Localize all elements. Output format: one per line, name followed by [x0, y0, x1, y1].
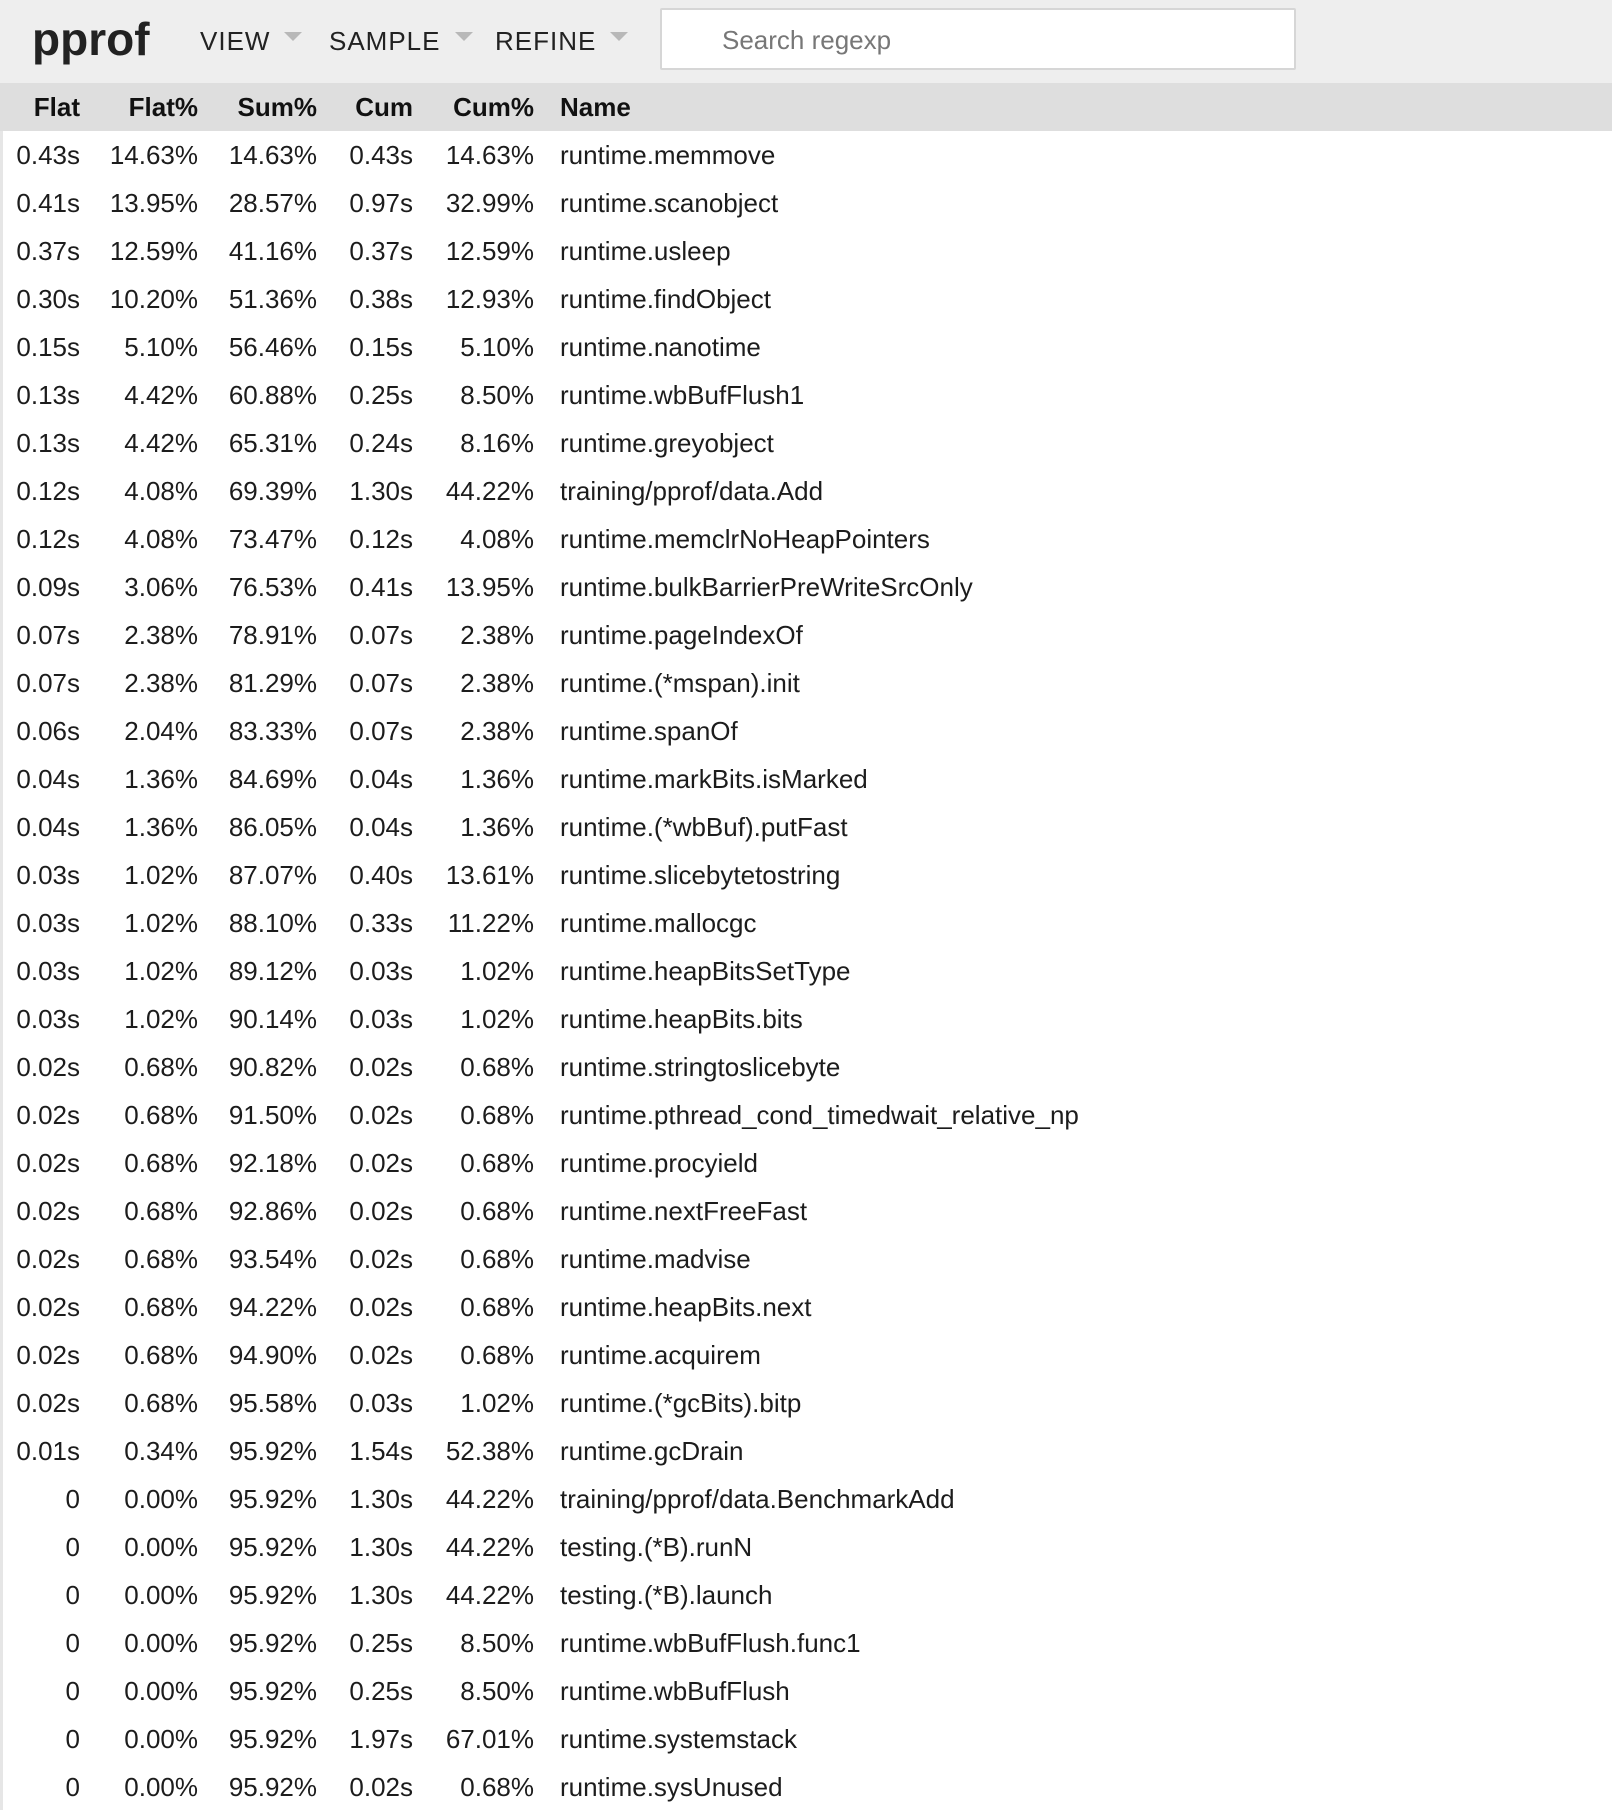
cell-name: runtime.heapBits.next	[560, 1291, 812, 1322]
cell-cum: 0.12s	[349, 523, 413, 554]
cell-cum: 1.54s	[349, 1435, 413, 1466]
cell-flat-percent: 0.00%	[124, 1771, 198, 1802]
cell-flat-percent: 0.00%	[124, 1483, 198, 1514]
cell-cum: 0.40s	[349, 859, 413, 890]
cell-flat: 0.13s	[16, 379, 80, 410]
cell-cum-percent: 4.08%	[460, 523, 534, 554]
cell-sum-percent: 94.22%	[228, 1291, 317, 1322]
cell-sum-percent: 78.91%	[228, 619, 317, 650]
cell-flat-percent: 3.06%	[124, 571, 198, 602]
table-row[interactable]	[0, 995, 1612, 1043]
cell-cum-percent: 0.68%	[460, 1291, 534, 1322]
cell-cum-percent: 12.93%	[445, 283, 534, 314]
cell-cum: 0.03s	[349, 1003, 413, 1034]
cell-flat: 0.02s	[16, 1195, 80, 1226]
cell-flat: 0	[65, 1627, 80, 1658]
cell-flat: 0.30s	[16, 283, 80, 314]
cell-sum-percent: 87.07%	[228, 859, 317, 890]
cell-sum-percent: 86.05%	[228, 811, 317, 842]
cell-flat-percent: 4.42%	[124, 427, 198, 458]
cell-name: runtime.acquirem	[560, 1339, 761, 1370]
cell-flat-percent: 2.38%	[124, 667, 198, 698]
cell-cum: 0.41s	[349, 571, 413, 602]
cell-flat-percent: 10.20%	[109, 283, 198, 314]
cell-flat: 0.13s	[16, 427, 80, 458]
cell-name: testing.(*B).runN	[560, 1531, 753, 1562]
cell-cum-percent: 0.68%	[460, 1771, 534, 1802]
table-row[interactable]	[0, 323, 1612, 371]
cell-sum-percent: 76.53%	[228, 571, 317, 602]
cell-flat-percent: 13.95%	[109, 187, 198, 218]
app-title: pprof	[32, 13, 150, 65]
cell-cum: 0.02s	[349, 1099, 413, 1130]
cell-name: runtime.stringtoslicebyte	[560, 1051, 841, 1082]
cell-flat-percent: 0.68%	[124, 1291, 198, 1322]
cell-flat: 0	[65, 1531, 80, 1562]
table-row[interactable]	[0, 515, 1612, 563]
cell-flat: 0.04s	[16, 811, 80, 842]
cell-cum: 0.03s	[349, 955, 413, 986]
cell-cum-percent: 8.50%	[460, 1627, 534, 1658]
cell-cum-percent: 11.22%	[447, 907, 534, 938]
table-row[interactable]	[0, 227, 1612, 275]
table-row[interactable]	[0, 1331, 1612, 1379]
table-row[interactable]	[0, 467, 1612, 515]
cell-cum: 1.30s	[349, 475, 413, 506]
cell-cum-percent: 14.63%	[445, 139, 534, 170]
cell-flat-percent: 1.02%	[124, 907, 198, 938]
cell-flat: 0	[65, 1771, 80, 1802]
cell-flat: 0.37s	[16, 235, 80, 266]
cell-cum: 0.43s	[349, 139, 413, 170]
cell-flat: 0.09s	[16, 571, 80, 602]
cell-name: runtime.greyobject	[560, 427, 774, 458]
cell-name: runtime.slicebytetostring	[560, 859, 841, 890]
table-row[interactable]	[0, 1763, 1612, 1810]
cell-sum-percent: 84.69%	[228, 763, 317, 794]
table-row[interactable]	[0, 1379, 1612, 1427]
cell-cum: 0.25s	[349, 1675, 413, 1706]
cell-flat: 0.07s	[16, 619, 80, 650]
cell-cum-percent: 0.68%	[460, 1099, 534, 1130]
cell-cum-percent: 0.68%	[460, 1339, 534, 1370]
top-bar	[0, 0, 1612, 83]
cell-flat-percent: 0.68%	[124, 1243, 198, 1274]
cell-flat: 0	[65, 1675, 80, 1706]
cell-cum: 0.15s	[349, 331, 413, 362]
cell-flat-percent: 0.00%	[124, 1579, 198, 1610]
cell-cum: 1.30s	[349, 1531, 413, 1562]
cell-sum-percent: 28.57%	[228, 187, 317, 218]
cell-cum-percent: 0.68%	[460, 1147, 534, 1178]
column-header-sum-percent[interactable]: Sum%	[237, 91, 317, 122]
table-row[interactable]	[0, 851, 1612, 899]
table-row[interactable]	[0, 419, 1612, 467]
cell-flat-percent: 0.00%	[124, 1675, 198, 1706]
cell-name: runtime.wbBufFlush.func1	[560, 1627, 861, 1658]
table-row[interactable]	[0, 131, 1612, 179]
cell-cum: 0.04s	[349, 763, 413, 794]
table-row[interactable]	[0, 803, 1612, 851]
cell-cum: 0.07s	[349, 667, 413, 698]
table-row[interactable]	[0, 371, 1612, 419]
cell-sum-percent: 14.63%	[228, 139, 317, 170]
table-row[interactable]	[0, 275, 1612, 323]
cell-name: training/pprof/data.BenchmarkAdd	[560, 1483, 955, 1514]
cell-flat: 0	[65, 1723, 80, 1754]
cell-flat-percent: 1.02%	[124, 859, 198, 890]
cell-cum-percent: 44.22%	[445, 1531, 534, 1562]
cell-name: runtime.gcDrain	[560, 1435, 744, 1466]
cell-flat: 0.02s	[16, 1291, 80, 1322]
cell-flat-percent: 1.02%	[124, 955, 198, 986]
cell-flat-percent: 1.36%	[124, 811, 198, 842]
cell-cum: 0.02s	[349, 1291, 413, 1322]
cell-cum: 0.02s	[349, 1243, 413, 1274]
cell-cum-percent: 32.99%	[445, 187, 534, 218]
cell-flat: 0.03s	[16, 1003, 80, 1034]
table-row[interactable]	[0, 1571, 1612, 1619]
cell-cum: 0.33s	[349, 907, 413, 938]
cell-cum: 0.02s	[349, 1147, 413, 1178]
cell-cum-percent: 2.38%	[460, 619, 534, 650]
table-row[interactable]	[0, 1667, 1612, 1715]
cell-flat: 0.02s	[16, 1147, 80, 1178]
cell-cum: 1.30s	[349, 1579, 413, 1610]
cell-cum: 0.02s	[349, 1339, 413, 1370]
cell-sum-percent: 95.58%	[228, 1387, 317, 1418]
cell-name: runtime.usleep	[560, 235, 731, 266]
table-body	[0, 131, 1612, 1810]
cell-cum: 0.07s	[349, 715, 413, 746]
cell-flat-percent: 0.68%	[124, 1195, 198, 1226]
cell-flat: 0.15s	[16, 331, 80, 362]
cell-cum: 0.02s	[349, 1771, 413, 1802]
cell-name: runtime.madvise	[560, 1243, 751, 1274]
cell-cum-percent: 1.02%	[460, 1003, 534, 1034]
cell-name: runtime.(*wbBuf).putFast	[560, 811, 848, 842]
cell-cum-percent: 1.02%	[460, 1387, 534, 1418]
table-row[interactable]	[0, 1283, 1612, 1331]
cell-flat-percent: 0.68%	[124, 1339, 198, 1370]
cell-sum-percent: 83.33%	[228, 715, 317, 746]
cell-name: runtime.mallocgc	[560, 907, 757, 938]
cell-flat-percent: 4.42%	[124, 379, 198, 410]
cell-cum-percent: 67.01%	[445, 1723, 534, 1754]
cell-name: runtime.wbBufFlush	[560, 1675, 790, 1706]
cell-name: runtime.(*gcBits).bitp	[560, 1387, 802, 1418]
cell-flat-percent: 1.02%	[124, 1003, 198, 1034]
table-row[interactable]	[0, 1619, 1612, 1667]
cell-sum-percent: 95.92%	[228, 1483, 317, 1514]
table-row[interactable]	[0, 563, 1612, 611]
cell-cum: 0.03s	[349, 1387, 413, 1418]
table-row[interactable]	[0, 1715, 1612, 1763]
cell-flat-percent: 0.34%	[124, 1435, 198, 1466]
column-header-cum-percent[interactable]: Cum%	[453, 91, 534, 122]
cell-flat-percent: 0.68%	[124, 1051, 198, 1082]
cell-sum-percent: 92.86%	[228, 1195, 317, 1226]
cell-flat: 0.02s	[16, 1339, 80, 1370]
cell-flat: 0.03s	[16, 907, 80, 938]
table-row[interactable]	[0, 707, 1612, 755]
cell-cum-percent: 8.50%	[460, 379, 534, 410]
cell-flat: 0	[65, 1483, 80, 1514]
cell-cum-percent: 2.38%	[460, 715, 534, 746]
search-box	[660, 8, 1296, 70]
cell-cum: 0.25s	[349, 379, 413, 410]
cell-name: runtime.pageIndexOf	[560, 619, 803, 650]
cell-sum-percent: 95.92%	[228, 1531, 317, 1562]
cell-name: runtime.(*mspan).init	[560, 667, 800, 698]
cell-cum-percent: 13.95%	[445, 571, 534, 602]
sample-menu-label: SAMPLE	[329, 25, 441, 56]
cell-flat: 0.02s	[16, 1099, 80, 1130]
top-table	[0, 83, 1612, 1810]
table-row[interactable]	[0, 659, 1612, 707]
cell-flat: 0.02s	[16, 1051, 80, 1082]
cell-name: runtime.wbBufFlush1	[560, 379, 805, 410]
sample-menu[interactable]	[329, 24, 473, 58]
cell-flat-percent: 0.00%	[124, 1723, 198, 1754]
cell-name: runtime.memmove	[560, 139, 776, 170]
cell-cum-percent: 52.38%	[445, 1435, 534, 1466]
cell-sum-percent: 81.29%	[228, 667, 317, 698]
cell-name: runtime.systemstack	[560, 1723, 797, 1754]
cell-flat-percent: 5.10%	[124, 331, 198, 362]
caret-down-icon	[284, 32, 302, 41]
cell-flat-percent: 2.04%	[124, 715, 198, 746]
table-row[interactable]	[0, 179, 1612, 227]
cell-flat-percent: 0.68%	[124, 1387, 198, 1418]
cell-flat: 0.41s	[16, 187, 80, 218]
cell-flat: 0.07s	[16, 667, 80, 698]
cell-sum-percent: 41.16%	[228, 235, 317, 266]
table-row[interactable]	[0, 899, 1612, 947]
cell-flat: 0.01s	[16, 1435, 80, 1466]
cell-sum-percent: 95.92%	[228, 1771, 317, 1802]
cell-cum: 0.38s	[349, 283, 413, 314]
view-menu[interactable]	[200, 24, 302, 58]
table-row[interactable]	[0, 611, 1612, 659]
cell-name: runtime.scanobject	[560, 187, 779, 218]
cell-name: runtime.bulkBarrierPreWriteSrcOnly	[560, 571, 973, 602]
column-header-name[interactable]: Name	[560, 91, 631, 122]
cell-cum: 0.02s	[349, 1195, 413, 1226]
search-input[interactable]	[720, 20, 1284, 60]
refine-menu-label: REFINE	[495, 25, 597, 56]
cell-flat: 0.02s	[16, 1387, 80, 1418]
cell-flat: 0	[65, 1579, 80, 1610]
cell-sum-percent: 90.14%	[228, 1003, 317, 1034]
cell-name: training/pprof/data.Add	[560, 475, 824, 506]
cell-sum-percent: 95.92%	[228, 1435, 317, 1466]
cell-cum-percent: 2.38%	[460, 667, 534, 698]
cell-sum-percent: 95.92%	[228, 1579, 317, 1610]
cell-sum-percent: 91.50%	[228, 1099, 317, 1130]
cell-flat: 0.12s	[16, 475, 80, 506]
cell-name: runtime.pthread_cond_timedwait_relative_np	[560, 1099, 1079, 1130]
column-header-flat[interactable]: Flat	[33, 91, 80, 122]
table-row[interactable]	[0, 1043, 1612, 1091]
caret-down-icon	[455, 32, 473, 41]
cell-sum-percent: 95.92%	[228, 1675, 317, 1706]
table-row[interactable]	[0, 755, 1612, 803]
cell-name: runtime.nextFreeFast	[560, 1195, 808, 1226]
cell-cum: 1.30s	[349, 1483, 413, 1514]
cell-sum-percent: 69.39%	[228, 475, 317, 506]
cell-cum-percent: 0.68%	[460, 1195, 534, 1226]
cell-name: runtime.heapBitsSetType	[560, 955, 851, 986]
cell-sum-percent: 95.92%	[228, 1723, 317, 1754]
table-row[interactable]	[0, 1091, 1612, 1139]
cell-sum-percent: 56.46%	[228, 331, 317, 362]
cell-sum-percent: 95.92%	[228, 1627, 317, 1658]
cell-sum-percent: 51.36%	[228, 283, 317, 314]
cell-flat-percent: 0.00%	[124, 1627, 198, 1658]
table-row[interactable]	[0, 1475, 1612, 1523]
cell-cum-percent: 44.22%	[445, 1579, 534, 1610]
cell-flat: 0.03s	[16, 955, 80, 986]
cell-cum-percent: 8.50%	[460, 1675, 534, 1706]
cell-name: runtime.markBits.isMarked	[560, 763, 868, 794]
table-row[interactable]	[0, 1139, 1612, 1187]
cell-flat-percent: 12.59%	[109, 235, 198, 266]
cell-sum-percent: 65.31%	[228, 427, 317, 458]
cell-name: runtime.sysUnused	[560, 1771, 783, 1802]
column-header-flat-percent[interactable]: Flat%	[128, 91, 198, 122]
cell-cum: 0.07s	[349, 619, 413, 650]
cell-cum-percent: 13.61%	[445, 859, 534, 890]
table-header-row	[0, 83, 1612, 131]
table-row[interactable]	[0, 947, 1612, 995]
cell-flat-percent: 4.08%	[124, 523, 198, 554]
cell-cum: 1.97s	[349, 1723, 413, 1754]
table-row[interactable]	[0, 1187, 1612, 1235]
cell-cum: 0.97s	[349, 187, 413, 218]
table-row[interactable]	[0, 1427, 1612, 1475]
cell-name: runtime.spanOf	[560, 715, 738, 746]
cell-cum-percent: 44.22%	[445, 1483, 534, 1514]
cell-name: runtime.memclrNoHeapPointers	[560, 523, 930, 554]
cell-cum-percent: 0.68%	[460, 1051, 534, 1082]
cell-flat-percent: 4.08%	[124, 475, 198, 506]
cell-flat-percent: 0.68%	[124, 1099, 198, 1130]
cell-cum: 0.02s	[349, 1051, 413, 1082]
cell-cum: 0.25s	[349, 1627, 413, 1658]
cell-sum-percent: 73.47%	[228, 523, 317, 554]
cell-cum-percent: 8.16%	[460, 427, 534, 458]
cell-sum-percent: 93.54%	[228, 1243, 317, 1274]
cell-flat-percent: 2.38%	[124, 619, 198, 650]
view-menu-label: VIEW	[200, 25, 271, 56]
column-header-cum[interactable]: Cum	[355, 91, 413, 122]
cell-name: runtime.nanotime	[560, 331, 761, 362]
cell-sum-percent: 90.82%	[228, 1051, 317, 1082]
cell-sum-percent: 88.10%	[228, 907, 317, 938]
cell-sum-percent: 89.12%	[228, 955, 317, 986]
cell-cum-percent: 0.68%	[460, 1243, 534, 1274]
cell-cum-percent: 1.36%	[460, 763, 534, 794]
cell-cum-percent: 12.59%	[445, 235, 534, 266]
cell-cum-percent: 1.36%	[460, 811, 534, 842]
cell-name: testing.(*B).launch	[560, 1579, 773, 1610]
cell-flat: 0.03s	[16, 859, 80, 890]
table-row[interactable]	[0, 1523, 1612, 1571]
cell-flat-percent: 14.63%	[109, 139, 198, 170]
cell-flat-percent: 0.68%	[124, 1147, 198, 1178]
cell-flat: 0.04s	[16, 763, 80, 794]
cell-cum: 0.24s	[349, 427, 413, 458]
refine-menu[interactable]	[495, 24, 628, 58]
cell-flat: 0.12s	[16, 523, 80, 554]
cell-cum: 0.04s	[349, 811, 413, 842]
cell-sum-percent: 94.90%	[228, 1339, 317, 1370]
caret-down-icon	[610, 32, 628, 41]
top-table-container[interactable]	[0, 83, 1612, 1810]
cell-flat-percent: 0.00%	[124, 1531, 198, 1562]
cell-sum-percent: 60.88%	[228, 379, 317, 410]
cell-flat: 0.43s	[16, 139, 80, 170]
cell-name: runtime.heapBits.bits	[560, 1003, 803, 1034]
cell-name: runtime.procyield	[560, 1147, 758, 1178]
cell-flat: 0.06s	[16, 715, 80, 746]
cell-flat: 0.02s	[16, 1243, 80, 1274]
cell-name: runtime.findObject	[560, 283, 771, 314]
cell-cum-percent: 5.10%	[460, 331, 534, 362]
cell-sum-percent: 92.18%	[228, 1147, 317, 1178]
cell-cum: 0.37s	[349, 235, 413, 266]
cell-cum-percent: 1.02%	[460, 955, 534, 986]
cell-flat-percent: 1.36%	[124, 763, 198, 794]
table-row[interactable]	[0, 1235, 1612, 1283]
cell-cum-percent: 44.22%	[445, 475, 534, 506]
